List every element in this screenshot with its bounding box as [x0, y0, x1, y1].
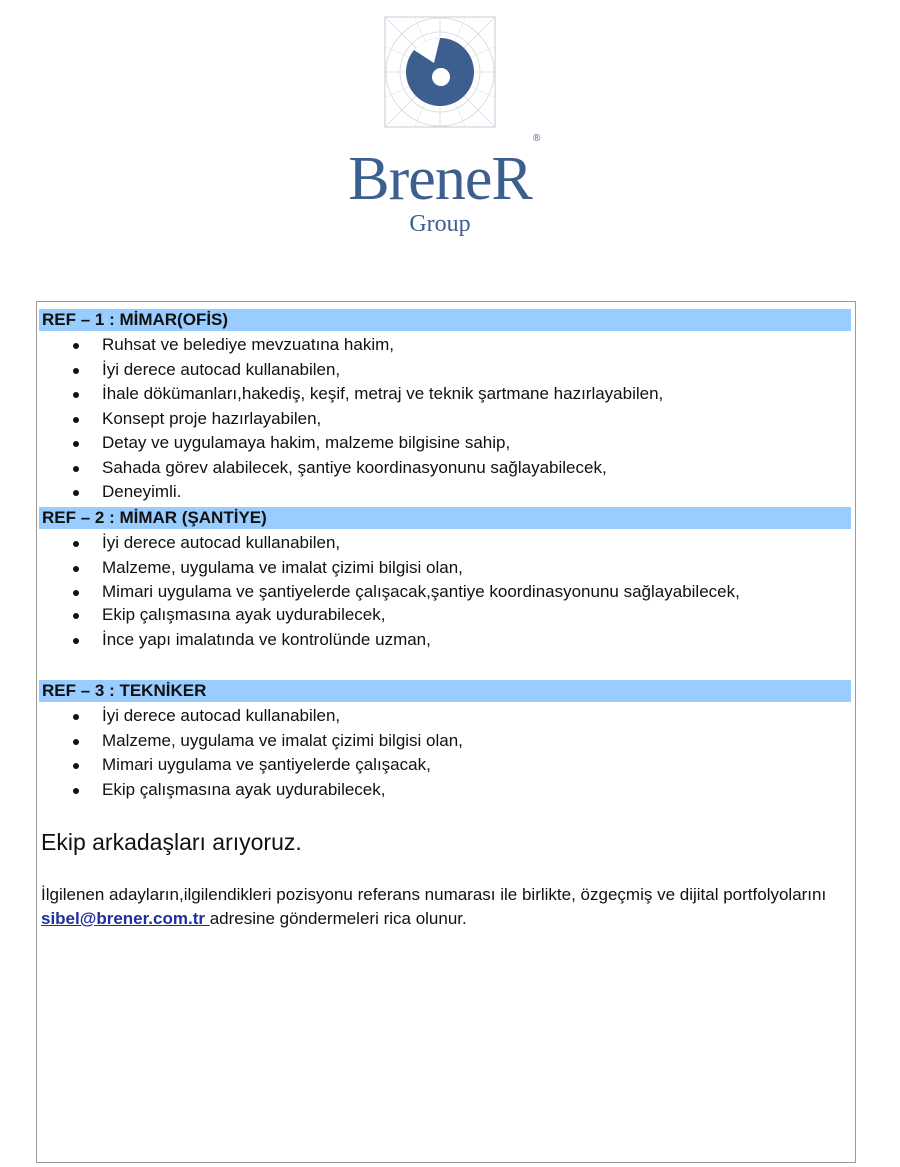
list-item: Sahada görev alabilecek, şantiye koordinasyonunu sağlayabilecek,	[0, 456, 760, 481]
list-item: Ekip çalışmasına ayak uydurabilecek,	[0, 603, 760, 628]
section-title-ref-1: REF – 1 : MİMAR(OFİS)	[39, 309, 851, 331]
headline: Ekip arkadaşları arıyoruz.	[41, 829, 302, 855]
section-list-ref-2	[0, 531, 760, 652]
list-item: Detay ve uygulamaya hakim, malzeme bilgisine sahip,	[0, 431, 760, 456]
list-item: İyi derece autocad kullanabilen,	[0, 358, 760, 383]
brand-name: BreneR	[348, 145, 532, 213]
list-item: Mimari uygulama ve şantiyelerde çalışacak,şantiye koordinasyonunu sağlayabilecek,	[0, 580, 740, 603]
list-item: Mimari uygulama ve şantiyelerde çalışacak,	[0, 753, 760, 778]
list-item: Ekip çalışmasına ayak uydurabilecek,	[0, 778, 760, 803]
closing-text-after: adresine göndermeleri rica olunur.	[209, 909, 467, 928]
section-list-ref-1	[0, 333, 760, 505]
closing-paragraph	[41, 883, 853, 931]
section-list-ref-3	[0, 704, 760, 802]
brand-logo	[330, 16, 550, 237]
list-item: İyi derece autocad kullanabilen,	[0, 531, 760, 556]
list-item: İnce yapı imalatında ve kontrolünde uzman,	[0, 628, 760, 653]
section-title-ref-2: REF – 2 : MİMAR (ŞANTİYE)	[39, 507, 851, 529]
list-item: Malzeme, uygulama ve imalat çizimi bilgisi olan,	[0, 729, 760, 754]
list-item: İyi derece autocad kullanabilen,	[0, 704, 760, 729]
contact-email-link[interactable]: sibel@brener.com.tr	[41, 909, 210, 928]
brand-sub: Group	[409, 211, 471, 237]
closing-text-before: İlgilenen adayların,ilgilendikleri pozisyonu referans numarası ile birlikte, özgeçmiş ve dijital portfolyolarını	[41, 885, 827, 904]
list-item: İhale dökümanları,hakediş, keşif, metraj ve teknik şartmane hazırlayabilen,	[0, 382, 760, 407]
section-title-ref-3: REF – 3 : TEKNİKER	[39, 680, 851, 702]
list-item: Deneyimli.	[0, 480, 760, 505]
list-item: Malzeme, uygulama ve imalat çizimi bilgisi olan,	[0, 556, 760, 581]
registered-mark: ®	[533, 133, 541, 144]
list-item: Ruhsat ve belediye mevzuatına hakim,	[0, 333, 760, 358]
brener-logo-emblem-icon	[384, 16, 496, 128]
list-item: Konsept proje hazırlayabilen,	[0, 407, 760, 432]
